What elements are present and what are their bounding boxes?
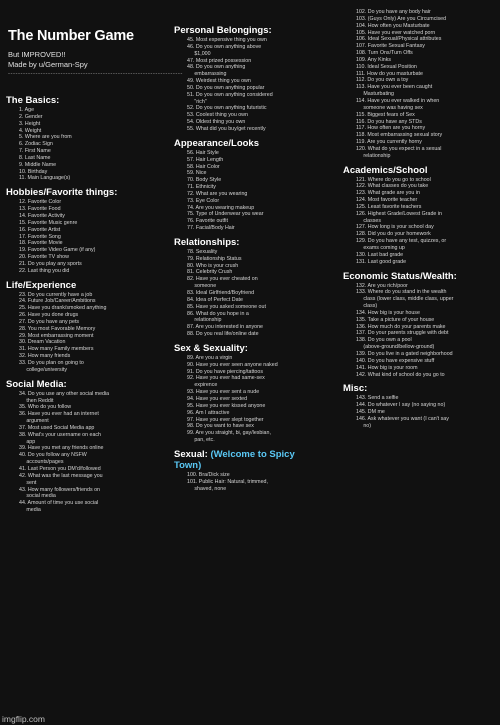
question-item: 99. Are you straight, bi, gay/lesbian, pan, etc. bbox=[187, 430, 271, 444]
question-item: 17. Favorite Song bbox=[19, 233, 61, 240]
question-item: 118. Most embarrassing sexual story bbox=[356, 132, 443, 139]
question-item: 105. Have you ever watched porn bbox=[356, 29, 436, 36]
question-item: 49. Weirdest thing you own bbox=[187, 78, 251, 85]
question-item: 59. Nice bbox=[187, 170, 207, 177]
question-item: 84. Idea of Perfect Date bbox=[187, 296, 243, 303]
question-item: 25. Have you drank/smoked anything bbox=[19, 305, 107, 312]
subtitle-author: Made by u/German-Spy bbox=[8, 60, 88, 69]
question-item: 103. (Guys Only) Are you Circumcised bbox=[356, 15, 447, 22]
column-3 bbox=[343, 9, 493, 430]
question-item: 4. Weight bbox=[19, 127, 42, 134]
question-item: 83. Ideal Girlfriend/Boyfriend bbox=[187, 290, 255, 296]
question-item: 126. Highest Grade/Lowest Grade in classes bbox=[356, 210, 442, 224]
question-item: 106. Ideal Sexual/Physical attributes bbox=[356, 36, 442, 43]
question-item: 12. Favorite Color bbox=[19, 199, 62, 206]
question-item: 33. Do you plan on going to college/university bbox=[19, 360, 84, 373]
question-item: 74. Are you wearing makeup bbox=[187, 204, 255, 211]
section-title-text: Social Media: bbox=[6, 378, 67, 390]
question-item: 96. Am I attractive bbox=[187, 409, 230, 416]
question-item: 90. Have you ever seen anyone naked bbox=[187, 361, 278, 368]
question-item: 89. Are you a virgin bbox=[187, 354, 233, 361]
question-list bbox=[174, 355, 329, 444]
question-item: 87. Are you interested in anyone bbox=[187, 324, 263, 331]
section-title bbox=[174, 237, 329, 248]
section-title bbox=[174, 343, 329, 354]
question-item: 123. What grade are you in bbox=[356, 190, 420, 197]
section-title bbox=[343, 271, 493, 282]
question-item: 6. Zodiac Sign bbox=[19, 141, 53, 148]
question-item: 31. How many Family members bbox=[19, 346, 94, 353]
question-item: 121. Where do you go to school bbox=[356, 176, 431, 183]
question-item: 42. What was the last message you sent bbox=[19, 472, 103, 486]
section-1 bbox=[6, 187, 164, 274]
question-item: 82. Have you ever cheated on someone bbox=[187, 276, 258, 290]
question-item: 34. Do you use any other social media then Reddit bbox=[19, 390, 110, 404]
question-item: 141. How big is your room bbox=[356, 364, 418, 371]
section-title-text: The Basics: bbox=[6, 95, 60, 106]
question-item: 19. Favorite Video Game (if any) bbox=[19, 247, 96, 254]
imgflip-watermark: imgflip.com bbox=[2, 714, 45, 724]
question-item: 45. Most expensive thing you own bbox=[187, 37, 267, 43]
question-item: 46. Do you own anything above $1,000 bbox=[187, 43, 262, 57]
question-item: 75. Type of Underwear you wear bbox=[187, 211, 264, 218]
question-item: 144. Do whatever I say (no saying no) bbox=[356, 402, 446, 409]
question-item: 145. DM me bbox=[356, 409, 385, 416]
question-item: 57. Hair Length bbox=[187, 156, 224, 163]
question-item: 120. What do you expect in a sexual relationship bbox=[356, 145, 442, 159]
question-item: 85. Have you asked someone out bbox=[187, 303, 266, 310]
question-item: 43. How many followers/friends on social media bbox=[19, 486, 100, 500]
question-item: 54. Oldest thing you own bbox=[187, 119, 246, 126]
question-item: 108. Turn Ons/Turn Offs bbox=[356, 50, 413, 57]
question-list bbox=[6, 107, 164, 182]
section-title-text: Relationships: bbox=[174, 236, 240, 248]
question-item: 113. Have you ever been caught Masturbating bbox=[356, 84, 433, 98]
section-9 bbox=[343, 9, 493, 160]
question-item: 137. Do your parents struggle with debt bbox=[356, 330, 449, 337]
question-item: 1. Age bbox=[19, 107, 35, 113]
question-item: 71. Ethnicity bbox=[187, 184, 216, 191]
section-title-text: Misc: bbox=[343, 383, 368, 395]
question-item: 128. Did you do your homework bbox=[356, 231, 431, 238]
section-title-text: Economic Status/Wealth: bbox=[343, 270, 457, 282]
section-title bbox=[174, 138, 329, 149]
column-1 bbox=[6, 90, 164, 514]
question-item: 100. Bra/Dick size bbox=[187, 471, 230, 478]
section-title bbox=[6, 379, 164, 390]
section-11 bbox=[343, 271, 493, 379]
question-item: 133. Where do you stand in the wealth class (lower class, middle class, upper class) bbox=[356, 289, 454, 310]
question-item: 124. Most favorite teacher bbox=[356, 197, 418, 204]
question-item: 97. Have you ever slept together bbox=[187, 416, 264, 423]
question-item: 130. Last bad grade bbox=[356, 251, 404, 258]
question-list bbox=[6, 391, 164, 514]
section-10 bbox=[343, 165, 493, 266]
question-item: 135. Take a picture of your house bbox=[356, 316, 435, 323]
question-item: 115. Biggest fears of Sex bbox=[356, 111, 415, 118]
question-item: 101. Public Hair: Natural, trimmed, shaved, none bbox=[187, 478, 268, 492]
question-item: 41. Last Person you DM'd/followed bbox=[19, 465, 101, 472]
question-item: 13. Favorite Food bbox=[19, 206, 61, 213]
question-item: 44. Amount of time you use social media bbox=[19, 500, 99, 514]
subtitle-improved: But IMPROVED!! bbox=[8, 50, 66, 59]
question-item: 79. Relationship Status bbox=[187, 255, 242, 262]
question-item: 76. Favorite outfit bbox=[187, 218, 228, 225]
question-item: 134. How big is your house bbox=[356, 309, 420, 316]
section-3 bbox=[6, 379, 164, 514]
question-item: 23. Do you currently have a job bbox=[19, 291, 93, 298]
question-item: 8. Last Name bbox=[19, 154, 51, 161]
question-item: 21. Do you play any sports bbox=[19, 260, 82, 267]
question-item: 109. Any Kinks bbox=[356, 56, 392, 63]
question-item: 92. Have you ever had same-sex expirence bbox=[187, 375, 265, 389]
question-item: 40. Do you follow any NSFW accounts/pages bbox=[19, 452, 87, 466]
question-item: 91. Do you have piercing/tattoos bbox=[187, 368, 263, 375]
question-item: 119. Are you currently horny bbox=[356, 139, 422, 146]
question-item: 28. You most Favorable Memory bbox=[19, 325, 96, 332]
question-item: 55. What did you buy/get recently bbox=[187, 125, 266, 132]
question-item: 24. Future Job/Career/Ambitions bbox=[19, 298, 96, 305]
question-item: 80. Who is your crush bbox=[187, 262, 239, 269]
section-title bbox=[174, 449, 329, 471]
question-item: 77. Facial/Body Hair bbox=[187, 225, 235, 232]
page-title: The Number Game bbox=[8, 28, 134, 44]
question-item: 39. Have you met any friends online bbox=[19, 445, 104, 452]
question-item: 22. Last thing you did bbox=[19, 267, 70, 274]
question-item: 132. Are you rich/poor bbox=[356, 282, 408, 289]
section-title bbox=[174, 25, 329, 36]
section-8 bbox=[174, 449, 329, 493]
section-2 bbox=[6, 280, 164, 374]
question-item: 27. Do you have any pets bbox=[19, 318, 80, 325]
question-item: 20. Favorite TV show bbox=[19, 254, 69, 261]
section-title-text: Sexual: bbox=[174, 448, 208, 460]
question-list bbox=[174, 249, 329, 338]
question-item: 138. Do you own a pool (above-ground/bellow-ground) bbox=[356, 337, 435, 351]
section-title-text: Appearance/Looks bbox=[174, 137, 259, 149]
question-item: 11. Main Language(s) bbox=[19, 175, 71, 182]
question-list bbox=[6, 292, 164, 374]
question-item: 73. Eye Color bbox=[187, 197, 220, 204]
question-item: 94. Have you ever sexted bbox=[187, 395, 248, 402]
question-item: 146. Ask whatever you want (I can't say no) bbox=[356, 415, 449, 429]
question-item: 81. Celebrity Crush bbox=[187, 269, 233, 276]
question-item: 16. Favorite Artist bbox=[19, 226, 61, 233]
question-item: 29. Most embarrassing moment bbox=[19, 332, 94, 339]
section-4 bbox=[174, 25, 329, 133]
question-item: 140. Do you have expensive stuff bbox=[356, 357, 435, 364]
section-title-extra: (Welcome to Spicy Town) bbox=[174, 448, 295, 471]
question-item: 53. Coolest thing you own bbox=[187, 112, 248, 119]
question-item: 15. Favorite Music genre bbox=[19, 219, 78, 226]
question-item: 48. Do you own anything embarrassing bbox=[187, 64, 246, 78]
question-item: 88. Do you real life/online date bbox=[187, 331, 259, 338]
question-list bbox=[343, 395, 493, 429]
section-title-text: Personal Belongings: bbox=[174, 25, 272, 36]
question-item: 107. Favorite Sexual Fantasy bbox=[356, 43, 425, 50]
question-item: 93. Have you ever sent a nude bbox=[187, 389, 260, 396]
question-item: 86. What do you hope in a relationship bbox=[187, 310, 249, 324]
question-item: 56. Hair Style bbox=[187, 149, 219, 156]
question-item: 32. How many friends bbox=[19, 353, 71, 360]
section-title bbox=[343, 383, 493, 394]
section-title-text: Life/Experience bbox=[6, 279, 77, 291]
section-7 bbox=[174, 343, 329, 444]
question-item: 131. Last good grade bbox=[356, 258, 407, 265]
question-item: 7. First Name bbox=[19, 148, 51, 155]
divider-rule: ---------------------------------------------------------------------- bbox=[8, 71, 183, 77]
question-item: 142. What kind of school do you go to bbox=[356, 371, 445, 378]
question-item: 139. Do you live in a gated neighborhood bbox=[356, 350, 453, 357]
question-item: 52. Do you own anything futuristic bbox=[187, 105, 267, 112]
question-item: 136. How much do your parents make bbox=[356, 323, 446, 330]
question-item: 35. Who do you follow bbox=[19, 404, 72, 411]
section-title bbox=[343, 165, 493, 176]
question-item: 111. How do you masturbate bbox=[356, 70, 423, 77]
question-item: 58. Hair Color bbox=[187, 163, 220, 170]
question-item: 18. Favorite Movie bbox=[19, 240, 63, 247]
question-item: 104. How often you Masturbate bbox=[356, 22, 430, 29]
question-item: 95. Have you ever kissed anyone bbox=[187, 402, 266, 409]
question-item: 143. Send a selfie bbox=[356, 395, 399, 402]
question-item: 78. Sexuality bbox=[187, 248, 218, 255]
section-title-text: Sex & Sexuality: bbox=[174, 342, 248, 354]
question-item: 129. Do you have any test, quizzes, or exams coming up bbox=[356, 238, 447, 251]
question-item: 112. Do you own a toy bbox=[356, 77, 409, 84]
question-item: 125. Least favorite teachers bbox=[356, 203, 422, 210]
question-item: 98. Do you want to have sex bbox=[187, 423, 254, 430]
section-title bbox=[6, 187, 164, 198]
question-item: 5. Where are you from bbox=[19, 134, 72, 141]
question-item: 36. Have you ever had an internet argument bbox=[19, 411, 99, 425]
question-item: 47. Most prized possession bbox=[187, 57, 252, 64]
question-item: 114. Have you ever walked in when someone was having sex bbox=[356, 97, 440, 111]
question-list bbox=[6, 199, 164, 274]
section-6 bbox=[174, 237, 329, 338]
question-list bbox=[174, 37, 329, 133]
section-5 bbox=[174, 138, 329, 232]
question-item: 51. Do you own anything considered "rich" bbox=[187, 91, 273, 105]
question-item: 116. Do you have any STDs bbox=[356, 118, 422, 125]
section-title bbox=[6, 95, 164, 106]
section-title bbox=[6, 280, 164, 291]
column-2 bbox=[174, 20, 329, 492]
question-item: 2. Gender bbox=[19, 113, 43, 120]
question-item: 9. Middle Name bbox=[19, 161, 57, 168]
question-item: 70. Body Style bbox=[187, 177, 222, 184]
question-item: 117. How often are you horny bbox=[356, 125, 426, 132]
question-item: 26. Have you done drugs bbox=[19, 312, 79, 319]
question-list bbox=[174, 150, 329, 232]
section-0 bbox=[6, 95, 164, 182]
question-list bbox=[343, 177, 493, 266]
question-item: 30. Dream Vacation bbox=[19, 339, 66, 346]
question-item: 127. How long is your school day bbox=[356, 224, 434, 231]
question-item: 37. Most used Social Media app bbox=[19, 424, 95, 431]
question-item: 38. What's your username on each app bbox=[19, 431, 101, 445]
question-list bbox=[343, 9, 493, 160]
question-item: 102. Do you have any body hair bbox=[356, 9, 431, 15]
question-item: 3. Height bbox=[19, 120, 41, 127]
question-item: 72. What are you wearing bbox=[187, 190, 248, 197]
question-item: 14. Favorite Activity bbox=[19, 212, 65, 219]
question-item: 50. Do you own anything popular bbox=[187, 84, 265, 91]
section-title-text: Academics/School bbox=[343, 164, 428, 176]
section-12 bbox=[343, 383, 493, 429]
section-title-text: Hobbies/Favorite things: bbox=[6, 187, 118, 199]
question-item: 110. Ideal Sexual Position bbox=[356, 63, 417, 70]
question-list bbox=[343, 283, 493, 379]
question-item: 10. Birthday bbox=[19, 168, 48, 175]
question-item: 122. What classes do you take bbox=[356, 183, 429, 190]
question-list bbox=[174, 472, 329, 493]
